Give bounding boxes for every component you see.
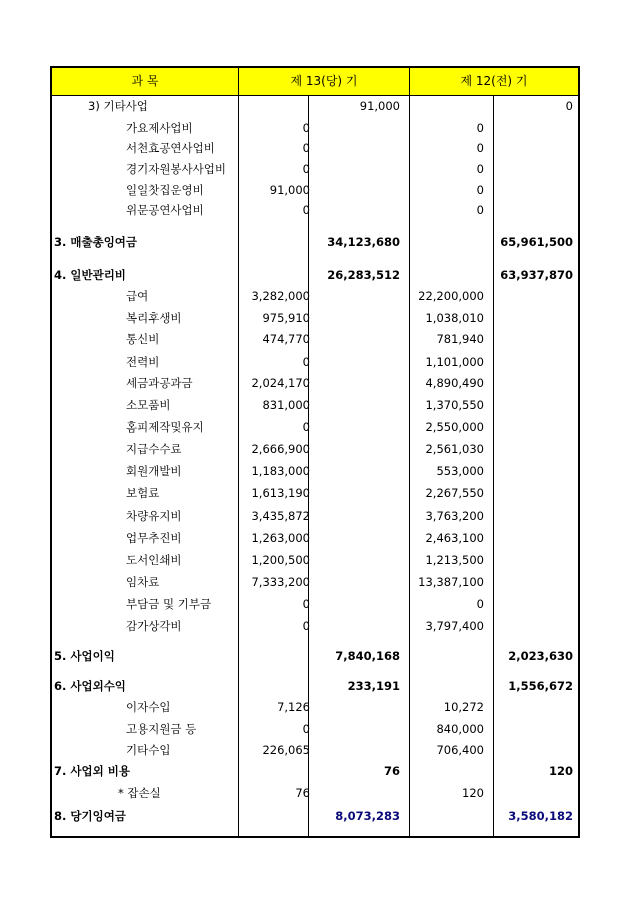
cell-c3: 0 [476,597,484,611]
cell-c3: 0 [476,121,484,135]
cell-c1: 0 [302,141,310,155]
table-row [52,646,578,666]
table-row [52,740,578,760]
table-row [52,594,578,614]
cell-c3: 2,463,100 [425,531,484,545]
table-row [52,550,578,570]
table-row [52,159,578,179]
cell-c3: 1,038,010 [425,311,484,325]
row-label: 가요제사업비 [126,121,193,135]
cell-c1: 1,183,000 [251,464,310,478]
row-label: 지급수수료 [126,442,182,456]
cell-c1: 0 [302,203,310,217]
table-row [52,138,578,158]
cell-c3: 0 [476,141,484,155]
table-row [52,697,578,717]
cell-c4: 1,556,672 [508,679,573,693]
cell-c2: 7,840,168 [335,649,400,663]
cell-c1: 0 [302,121,310,135]
row-label: * 잡손실 [118,786,161,800]
row-label: 기타수입 [126,743,171,757]
row-label: 8. 당기잉여금 [54,809,126,823]
table-header [52,68,578,96]
table-row [52,761,578,781]
row-label: 보험료 [126,486,160,500]
cell-c3: 553,000 [436,464,484,478]
row-label: 고용지원금 등 [126,722,197,736]
cell-c1: 76 [295,786,310,800]
row-label: 세금과공과금 [126,376,193,390]
cell-c4: 65,961,500 [500,235,573,249]
cell-c1: 3,282,000 [251,289,310,303]
cell-c3: 2,550,000 [425,420,484,434]
row-label: 4. 일반관리비 [54,268,126,282]
table-row [52,719,578,739]
cell-c3: 2,267,550 [425,486,484,500]
cell-c3: 0 [476,183,484,197]
table-row [52,783,578,803]
row-label: 소모품비 [126,398,171,412]
row-label: 급여 [126,289,149,303]
cell-c1: 1,263,000 [251,531,310,545]
cell-c1: 2,666,900 [251,442,310,456]
row-label: 임차료 [126,575,160,589]
cell-c1: 3,435,872 [251,509,310,523]
table-row [52,265,578,285]
cell-c3: 3,797,400 [425,619,484,633]
row-label: 감가상각비 [126,619,182,633]
table-row [52,118,578,138]
table-row [52,528,578,548]
table-row [52,180,578,200]
cell-c4: 2,023,630 [508,649,573,663]
table-row [52,417,578,437]
row-label: 3. 매출총잉여금 [54,235,138,249]
cell-c1: 0 [302,597,310,611]
table-row [52,506,578,526]
row-label: 통신비 [126,332,160,346]
cell-c4: 63,937,870 [500,268,573,282]
table-row [52,616,578,636]
cell-c4: 0 [565,99,573,113]
cell-c1: 0 [302,355,310,369]
cell-c3: 0 [476,203,484,217]
row-label: 복리후생비 [126,311,182,325]
cell-c1: 1,613,190 [251,486,310,500]
header-prior-period: 제 12(전) 기 [460,74,528,88]
cell-c3: 1,213,500 [425,553,484,567]
row-label: 서천효공연사업비 [126,141,215,155]
cell-c1: 975,910 [262,311,310,325]
row-label: 일일찻집운영비 [126,183,204,197]
cell-c3: 706,400 [436,743,484,757]
cell-c1: 0 [302,162,310,176]
cell-c4: 120 [548,764,573,778]
cell-c1: 0 [302,722,310,736]
row-label: 회원개발비 [126,464,182,478]
cell-c1: 0 [302,619,310,633]
cell-c3: 0 [476,162,484,176]
cell-c1: 7,333,200 [251,575,310,589]
cell-c3: 3,763,200 [425,509,484,523]
row-label: 6. 사업외수익 [54,679,126,693]
cell-c4: 3,580,182 [508,809,573,823]
cell-c2: 76 [383,764,400,778]
cell-c2: 34,123,680 [327,235,400,249]
table-row [52,676,578,696]
cell-c1: 2,024,170 [251,376,310,390]
cell-c3: 10,272 [443,700,484,714]
cell-c2: 233,191 [347,679,400,693]
table-row [52,286,578,306]
table-row [52,96,578,116]
table-row [52,483,578,503]
cell-c2: 91,000 [359,99,400,113]
header-current-period: 제 13(당) 기 [290,74,358,88]
financial-table [50,66,580,838]
table-row [52,352,578,372]
row-label: 전력비 [126,355,160,369]
cell-c1: 226,065 [262,743,310,757]
row-label: 3) 기타사업 [88,99,148,113]
header-subject: 과 목 [131,74,159,88]
row-label: 홈피제작및유지 [126,420,204,434]
row-label: 부담금 및 기부금 [126,597,212,611]
row-label: 경기자원봉사사업비 [126,162,226,176]
table-row [52,572,578,592]
cell-c3: 2,561,030 [425,442,484,456]
cell-c3: 781,940 [436,332,484,346]
row-label: 7. 사업외 비용 [54,764,130,778]
cell-c3: 1,370,550 [425,398,484,412]
row-label: 차량유지비 [126,509,182,523]
cell-c3: 4,890,490 [425,376,484,390]
cell-c1: 1,200,500 [251,553,310,567]
table-row [52,395,578,415]
table-row [52,200,578,220]
table-row [52,308,578,328]
row-label: 5. 사업이익 [54,649,115,663]
table-row [52,439,578,459]
cell-c1: 474,770 [262,332,310,346]
row-label: 위문공연사업비 [126,203,204,217]
table-row [52,806,578,826]
cell-c1: 7,126 [277,700,310,714]
row-label: 업무추진비 [126,531,182,545]
cell-c3: 120 [462,786,484,800]
cell-c3: 840,000 [436,722,484,736]
cell-c2: 26,283,512 [327,268,400,282]
cell-c3: 13,387,100 [418,575,484,589]
cell-c1: 0 [302,420,310,434]
table-row [52,232,578,252]
cell-c2: 8,073,283 [335,809,400,823]
table-row [52,373,578,393]
row-label: 도서인쇄비 [126,553,182,567]
table-row [52,329,578,349]
cell-c1: 831,000 [262,398,310,412]
cell-c3: 1,101,000 [425,355,484,369]
cell-c1: 91,000 [269,183,310,197]
cell-c3: 22,200,000 [418,289,484,303]
row-label: 이자수입 [126,700,171,714]
table-row [52,461,578,481]
